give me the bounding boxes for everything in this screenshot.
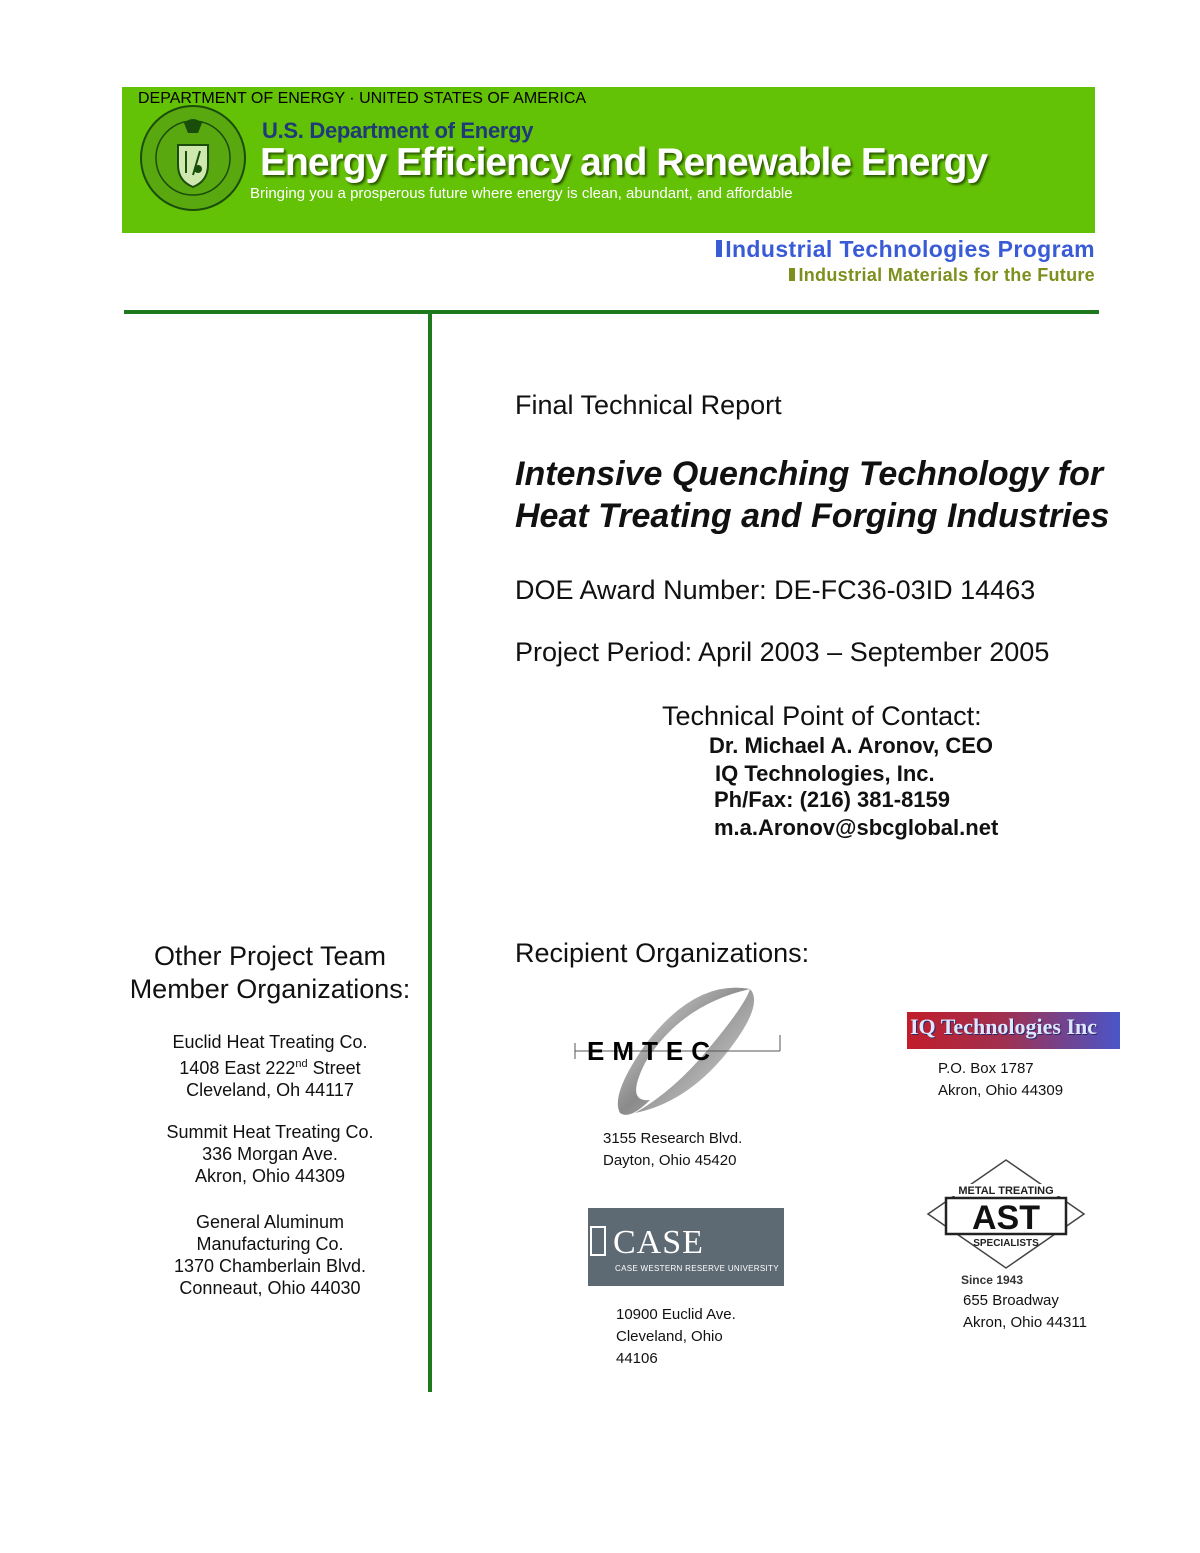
team-heading-line-2: Member Organizations: [129,974,411,1004]
case-zip: 44106 [616,1350,658,1367]
emtec-street: 3155 Research Blvd. [603,1130,743,1147]
contact-heading: Technical Point of Contact: [662,701,982,731]
emtec-wordmark: EMTEC [587,1036,718,1066]
org-name-cont: Manufacturing Co. [196,1234,344,1254]
case-address [616,1304,736,1370]
contact-email[interactable]: m.a.Aronov@sbcglobal.net [714,815,999,840]
team-org-summit [120,1121,420,1187]
program-heading [716,236,1095,286]
program-bar-icon [789,268,795,281]
ast-wordmark: AST [972,1199,1040,1237]
vertical-divider [428,314,432,1392]
org-city: Cleveland, Oh 44117 [186,1080,354,1100]
ast-street: 655 Broadway [963,1292,1059,1309]
org-street [120,1053,420,1079]
ast-address [963,1290,1087,1334]
seal-text: DEPARTMENT OF ENERGY · UNITED STATES OF AMERICA [138,90,587,107]
iq-city: Akron, Ohio 44309 [938,1082,1064,1099]
emtec-address [603,1128,742,1172]
ordinal-suffix: nd [295,1058,308,1070]
case-mark-icon [590,1226,606,1256]
horizontal-divider [124,310,1099,314]
program-bar-icon [716,240,722,257]
iq-wordmark: IQ Technologies Inc [910,1014,1098,1039]
street-number: 1408 East 222 [179,1058,296,1078]
award-number: DOE Award Number: DE-FC36-03ID 14463 [515,575,1036,605]
case-city: Cleveland, Ohio [616,1328,723,1345]
team-org-euclid [120,1031,420,1101]
program-line-1 [716,236,1095,263]
report-type: Final Technical Report [515,390,782,420]
banner-title: Energy Efficiency and Renewable Energy [260,141,988,184]
case-street: 10900 Euclid Ave. [616,1306,736,1323]
team-heading [110,940,430,1006]
street-name: Street [307,1058,361,1078]
banner-tagline: Bringing you a prosperous future where energy is clean, abundant, and affordable [250,185,793,202]
org-name: Summit Heat Treating Co. [166,1122,374,1142]
org-name: General Aluminum [195,1212,345,1232]
emtec-city: Dayton, Ohio 45420 [603,1152,737,1169]
program-subtitle: Industrial Materials for the Future [798,265,1095,285]
contact-name: Dr. Michael A. Aronov, CEO [709,733,994,758]
contact-phone: Ph/Fax: (216) 381-8159 [714,787,951,812]
team-heading-line-1: Other Project Team [153,941,387,971]
report-title-line-2: Heat Treating and Forging Industries [515,497,1110,535]
case-western-logo [588,1208,784,1286]
ast-bottom-text: SPECIALISTS [973,1238,1039,1249]
org-city: Akron, Ohio 44309 [194,1166,346,1186]
program-line-2 [716,265,1095,286]
recipients-heading: Recipient Organizations: [515,938,810,968]
ast-city: Akron, Ohio 44311 [963,1314,1087,1331]
ast-logo [926,1158,1086,1288]
org-street: 1370 Chamberlain Blvd. [173,1256,367,1276]
iq-technologies-logo [907,1012,1120,1049]
org-street: 336 Morgan Ave. [202,1144,338,1164]
case-subtitle: CASE WESTERN RESERVE UNIVERSITY [615,1264,779,1273]
contact-company: IQ Technologies, Inc. [715,761,935,786]
team-org-general-aluminum [120,1211,420,1299]
iq-address [938,1058,1063,1102]
ast-since: Since 1943 [960,1273,1024,1287]
report-title-line-1: Intensive Quenching Technology for [515,455,1104,493]
report-title [515,453,1109,537]
project-period: Project Period: April 2003 – September 2005 [515,637,1050,667]
emtec-logo [575,985,785,1120]
ast-top-text: METAL TREATING [958,1185,1054,1197]
iq-street: P.O. Box 1787 [938,1060,1034,1077]
department-name: U.S. Department of Energy [262,118,534,143]
program-name: Industrial Technologies Program [725,236,1095,262]
doe-banner [122,87,1095,233]
org-city: Conneaut, Ohio 44030 [179,1278,361,1298]
org-name: Euclid Heat Treating Co. [172,1032,368,1052]
case-wordmark: CASE [613,1224,704,1261]
